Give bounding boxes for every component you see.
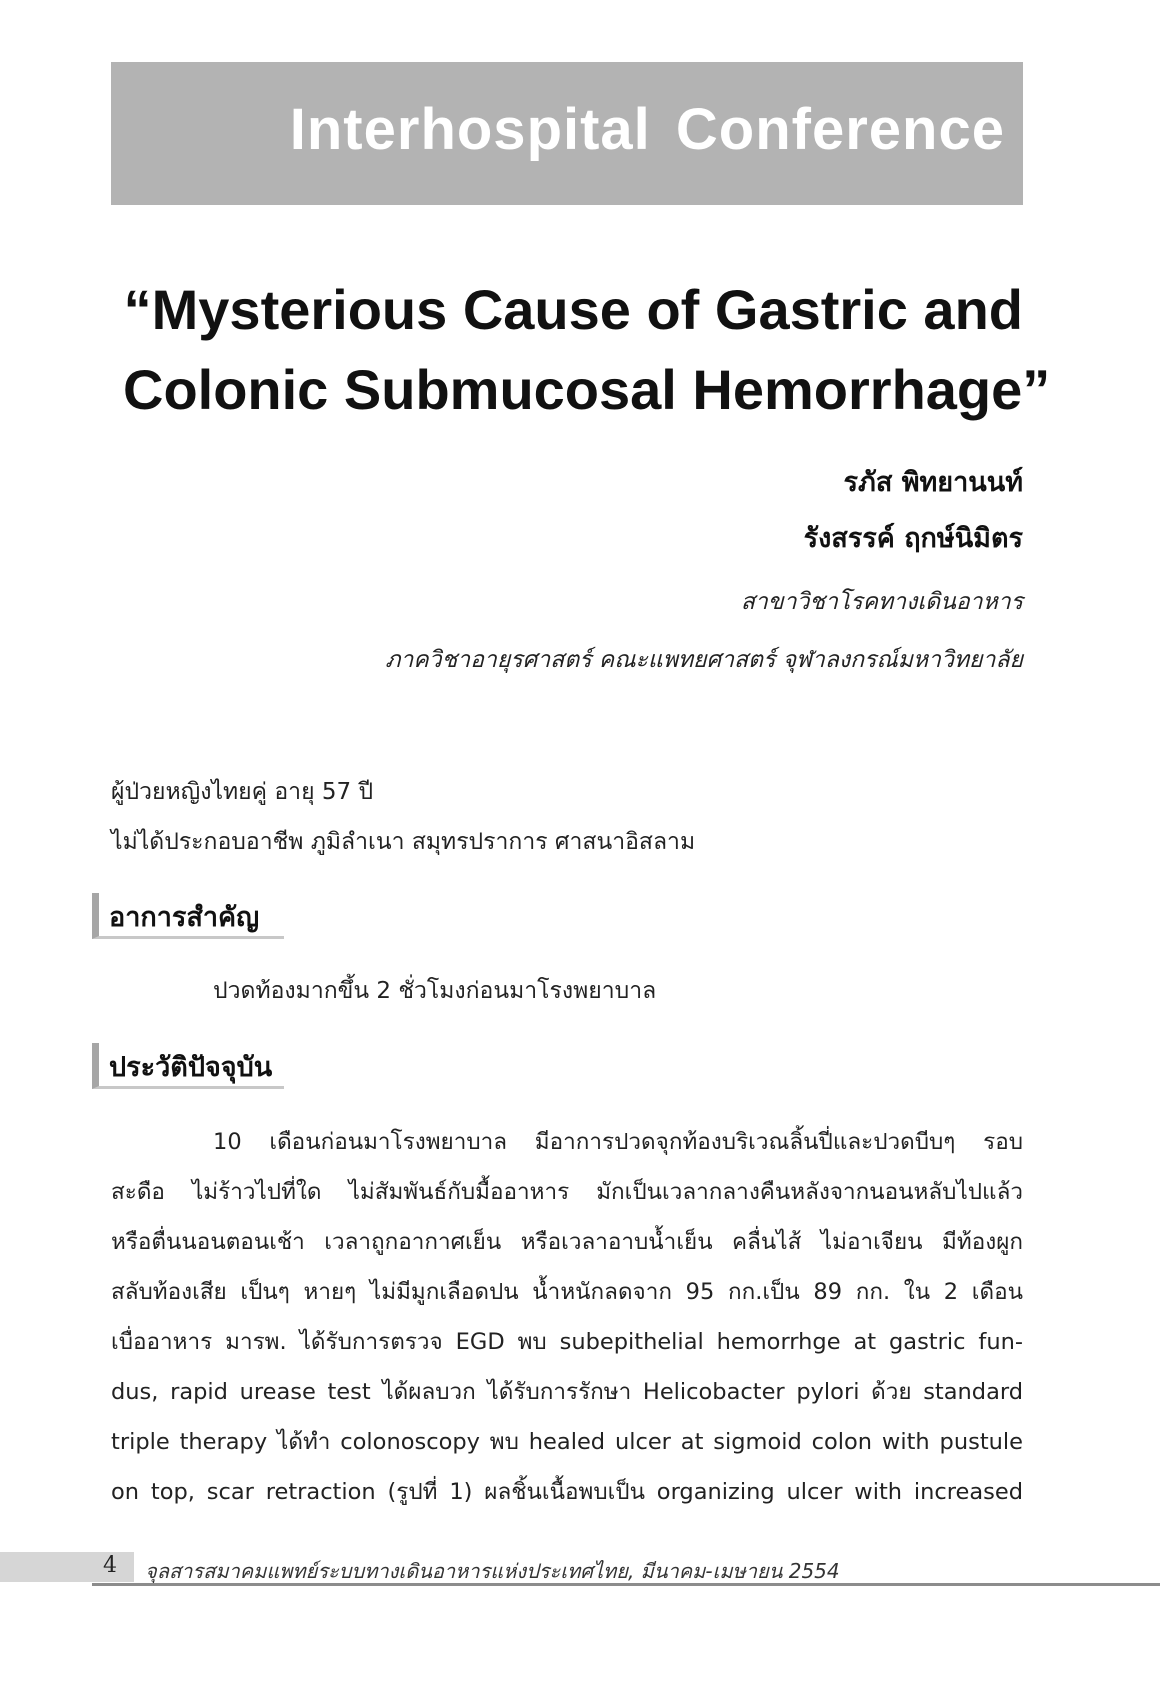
affiliation-department: ภาควิชาอายุรศาสตร์ คณะแพทยศาสตร์ จุฬาลงกรณ์มหาวิทยาลัย xyxy=(385,647,1023,673)
page-footer xyxy=(0,1552,1173,1582)
paragraph-line: หรือตื่นนอนตอนเช้า เวลาถูกอากาศเย็น หรือเวลาอาบน้ำเย็น คลื่นไส้ ไม่อาเจียน มีท้องผูก xyxy=(111,1229,1023,1255)
article-title xyxy=(123,270,1051,430)
paragraph-line: เบื่ออาหาร มารพ. ได้รับการตรวจ EGD พบ subepithelial hemorrhge at gastric fun- xyxy=(111,1329,1023,1355)
footer-divider xyxy=(92,1583,1160,1586)
paragraph-line: triple therapy ได้ทำ colonoscopy พบ healed ulcer at sigmoid colon with pustule xyxy=(111,1429,1023,1455)
author-name: รังสรรค์ ฤกษ์นิมิตร xyxy=(803,523,1023,554)
article-title-line-2: Colonic Submucosal Hemorrhage” xyxy=(123,358,1051,421)
article-title-line-1: “Mysterious Cause of Gastric and xyxy=(123,278,1023,341)
author-list xyxy=(804,455,1023,567)
author-affiliation xyxy=(385,573,1023,689)
journal-citation: จุลสารสมาคมแพทย์ระบบทางเดินอาหารแห่งประเทศไทย, มีนาคม-เมษายน 2554 xyxy=(145,1559,840,1583)
paragraph-line: สะดือ ไม่ร้าวไปที่ใด ไม่สัมพันธ์กับมื้ออาหาร มักเป็นเวลากลางคืนหลังจากนอนหลับไปแล้ว xyxy=(111,1179,1023,1205)
chief-complaint-text: ปวดท้องมากขึ้น 2 ชั่วโมงก่อนมาโรงพยาบาล xyxy=(213,978,657,1004)
paragraph-line: 10 เดือนก่อนมาโรงพยาบาล มีอาการปวดจุกท้องบริเวณลิ้นปี่และปวดบีบๆ รอบ xyxy=(213,1129,1023,1155)
paragraph-line: dus, rapid urease test ได้ผลบวก ได้รับการรักษา Helicobacter pylori ด้วย standard xyxy=(111,1379,1023,1405)
present-illness-heading: ประวัติปัจจุบัน xyxy=(92,1043,284,1089)
section-title: Interhospital Conference xyxy=(289,97,1005,162)
paragraph-line: สลับท้องเสีย เป็นๆ หายๆ ไม่มีมูกเลือดปน น้ำหนักลดจาก 95 กก.เป็น 89 กก. ใน 2 เดือน xyxy=(111,1279,1023,1305)
page-number: 4 xyxy=(103,1553,117,1578)
patient-demographics: ผู้ป่วยหญิงไทยคู่ อายุ 57 ปี xyxy=(111,779,374,805)
affiliation-division: สาขาวิชาโรคทางเดินอาหาร xyxy=(740,589,1023,615)
author-name: รภัส พิทยานนท์ xyxy=(843,467,1023,498)
present-illness-body xyxy=(111,1117,1023,1517)
paragraph-line: on top, scar retraction (รูปที่ 1) ผลชิ้นเนื้อพบเป็น organizing ulcer with increased xyxy=(111,1479,1023,1505)
section-banner xyxy=(111,62,1023,205)
patient-info xyxy=(111,767,695,867)
chief-complaint-heading: อาการสำคัญ xyxy=(92,893,284,939)
patient-background: ไม่ได้ประกอบอาชีพ ภูมิลำเนา สมุทรปราการ ศาสนาอิสลาม xyxy=(111,829,696,855)
